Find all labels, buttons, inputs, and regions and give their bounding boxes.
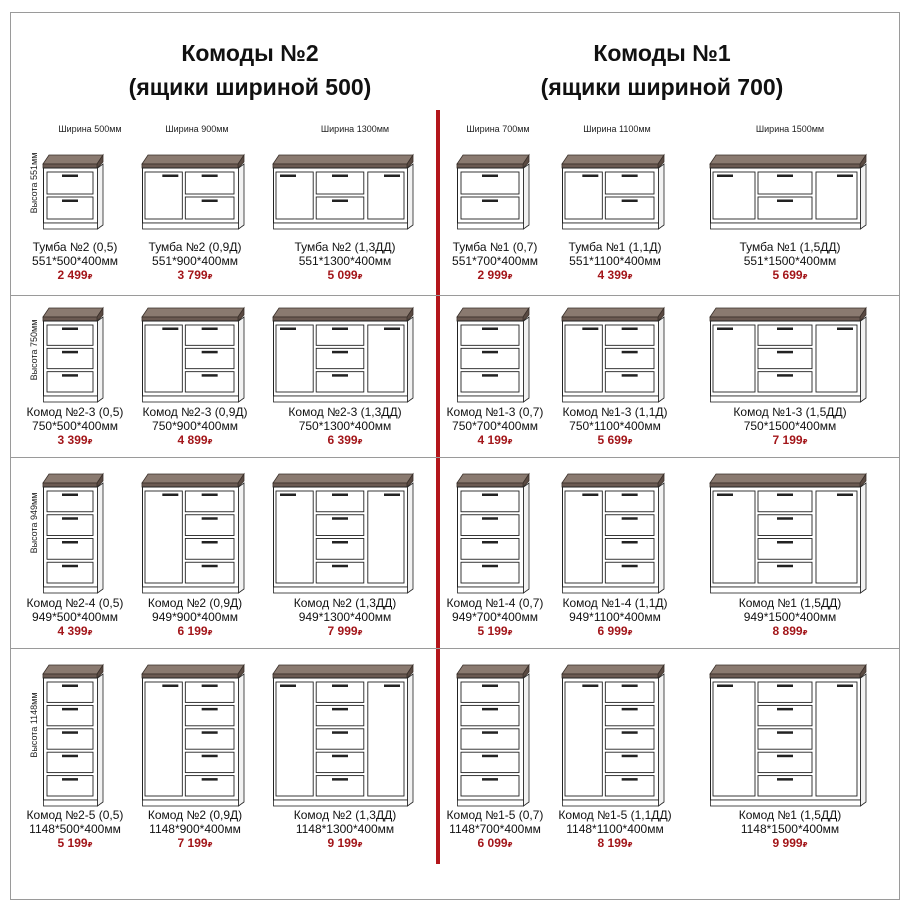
width-label: Ширина 900мм xyxy=(165,124,229,134)
price-value: 5 099 xyxy=(327,268,358,282)
product-name: Комод №1-4 (1,1Д) xyxy=(562,596,668,610)
product-dimensions: 949*1100*400мм xyxy=(569,610,661,624)
product-name: Комод №2-3 (1,3ДД) xyxy=(288,405,402,419)
product-name: Комод №2 (1,3ДД) xyxy=(293,808,397,822)
price-value: 5 699 xyxy=(772,268,803,282)
product-price xyxy=(540,268,690,285)
product-dimensions: 750*900*400мм xyxy=(152,419,238,433)
product-name: Комод №1-5 (1,1ДД) xyxy=(558,808,672,822)
row-divider xyxy=(11,295,899,296)
left-title-line1: Комоды №2 xyxy=(181,40,319,66)
product-price xyxy=(270,624,420,641)
product-dimensions: 551*900*400мм xyxy=(152,254,238,268)
width-label: Ширина 1100мм xyxy=(583,124,651,134)
product-name: Тумба №1 (0,7) xyxy=(452,240,538,254)
price-value: 4 399 xyxy=(57,624,88,638)
product-price xyxy=(540,624,690,641)
product-price xyxy=(120,433,270,450)
product-name: Тумба №2 (0,5) xyxy=(32,240,118,254)
product-dimensions: 1148*1500*400мм xyxy=(740,822,840,836)
product-dimensions: 1148*900*400мм xyxy=(149,822,241,836)
product-price xyxy=(540,836,690,853)
currency-symbol: ₽ xyxy=(507,439,513,446)
currency-symbol: ₽ xyxy=(627,630,633,637)
currency-symbol: ₽ xyxy=(357,274,363,281)
width-label: Ширина 500мм xyxy=(58,124,122,134)
product-price xyxy=(715,624,865,641)
furniture-illustration xyxy=(562,663,668,808)
product-name: Комод №2-5 (0,5) xyxy=(26,808,124,822)
product-dimensions: 949*1300*400мм xyxy=(298,610,392,624)
product-card xyxy=(715,808,865,853)
furniture-illustration xyxy=(562,306,668,404)
product-dimensions: 750*500*400мм xyxy=(32,419,118,433)
currency-symbol: ₽ xyxy=(507,630,513,637)
product-card xyxy=(540,596,690,641)
product-card xyxy=(270,240,420,285)
product-price xyxy=(120,268,270,285)
price-value: 6 199 xyxy=(177,624,208,638)
product-price xyxy=(120,836,270,853)
right-title-line2: (ящики шириной 700) xyxy=(540,74,784,100)
height-label: Высота 1148мм xyxy=(29,692,39,758)
product-name: Тумба №2 (0,9Д) xyxy=(148,240,242,254)
product-name: Комод №1-4 (0,7) xyxy=(446,596,544,610)
currency-symbol: ₽ xyxy=(357,439,363,446)
price-value: 2 999 xyxy=(477,268,508,282)
currency-symbol: ₽ xyxy=(207,842,213,849)
currency-symbol: ₽ xyxy=(627,439,633,446)
currency-symbol: ₽ xyxy=(802,439,808,446)
product-price xyxy=(270,836,420,853)
product-name: Тумба №2 (1,3ДД) xyxy=(294,240,396,254)
product-card xyxy=(270,808,420,853)
price-value: 2 499 xyxy=(57,268,88,282)
product-price xyxy=(270,268,420,285)
product-dimensions: 551*1300*400мм xyxy=(298,254,392,268)
currency-symbol: ₽ xyxy=(507,274,513,281)
furniture-illustration xyxy=(273,306,417,404)
product-card xyxy=(120,405,270,450)
product-name: Комод №1 (1,5ДД) xyxy=(738,808,842,822)
currency-symbol: ₽ xyxy=(207,630,213,637)
currency-symbol: ₽ xyxy=(627,274,633,281)
price-value: 6 999 xyxy=(597,624,628,638)
price-value: 5 199 xyxy=(57,836,88,850)
width-label: Ширина 700мм xyxy=(466,124,530,134)
price-value: 9 999 xyxy=(772,836,803,850)
product-dimensions: 750*1300*400мм xyxy=(298,419,392,433)
product-card xyxy=(270,596,420,641)
product-dimensions: 1148*1300*400мм xyxy=(295,822,395,836)
product-name: Комод №1 (1,5ДД) xyxy=(738,596,842,610)
product-card xyxy=(120,240,270,285)
currency-symbol: ₽ xyxy=(87,439,93,446)
price-value: 7 199 xyxy=(772,433,803,447)
product-dimensions: 949*900*400мм xyxy=(152,610,238,624)
currency-symbol: ₽ xyxy=(627,842,633,849)
product-name: Комод №1-5 (0,7) xyxy=(446,808,544,822)
furniture-illustration xyxy=(710,306,870,404)
furniture-illustration xyxy=(43,306,107,404)
product-dimensions: 1148*700*400мм xyxy=(449,822,541,836)
price-value: 8 199 xyxy=(597,836,628,850)
product-card xyxy=(270,405,420,450)
product-name: Комод №2-4 (0,5) xyxy=(26,596,124,610)
product-name: Комод №2 (1,3ДД) xyxy=(293,596,397,610)
product-dimensions: 949*1500*400мм xyxy=(743,610,837,624)
furniture-illustration xyxy=(710,663,870,808)
price-value: 9 199 xyxy=(327,836,358,850)
height-label: Высота 949мм xyxy=(29,492,39,554)
price-value: 5 699 xyxy=(597,433,628,447)
currency-symbol: ₽ xyxy=(87,630,93,637)
currency-symbol: ₽ xyxy=(357,842,363,849)
furniture-illustration xyxy=(43,472,107,595)
product-name: Тумба №1 (1,5ДД) xyxy=(739,240,841,254)
left-title-line2: (ящики шириной 500) xyxy=(128,74,372,100)
product-card xyxy=(540,808,690,853)
product-card xyxy=(120,596,270,641)
product-name: Комод №2-3 (0,9Д) xyxy=(142,405,248,419)
right-title xyxy=(452,36,872,104)
furniture-illustration xyxy=(142,472,248,595)
price-value: 4 899 xyxy=(177,433,208,447)
furniture-illustration xyxy=(43,153,107,231)
furniture-illustration xyxy=(457,472,533,595)
price-value: 8 899 xyxy=(772,624,803,638)
furniture-illustration xyxy=(457,153,533,231)
furniture-illustration xyxy=(43,663,107,808)
section-divider xyxy=(436,110,440,864)
price-value: 4 199 xyxy=(477,433,508,447)
furniture-illustration xyxy=(457,663,533,808)
product-name: Комод №2-3 (0,5) xyxy=(26,405,124,419)
furniture-illustration xyxy=(710,472,870,595)
currency-symbol: ₽ xyxy=(507,842,513,849)
product-price xyxy=(715,268,865,285)
product-card xyxy=(715,240,865,285)
product-price xyxy=(715,836,865,853)
furniture-illustration xyxy=(457,306,533,404)
row-divider xyxy=(11,648,899,649)
height-label: Высота 750мм xyxy=(29,319,39,381)
price-value: 7 199 xyxy=(177,836,208,850)
price-value: 3 799 xyxy=(177,268,208,282)
product-card xyxy=(715,405,865,450)
product-card xyxy=(540,405,690,450)
left-title xyxy=(40,36,460,104)
furniture-illustration xyxy=(142,306,248,404)
currency-symbol: ₽ xyxy=(87,842,93,849)
product-name: Тумба №1 (1,1Д) xyxy=(568,240,662,254)
price-value: 5 199 xyxy=(477,624,508,638)
product-price xyxy=(540,433,690,450)
product-dimensions: 750*1100*400мм xyxy=(569,419,661,433)
currency-symbol: ₽ xyxy=(802,630,808,637)
price-value: 6 399 xyxy=(327,433,358,447)
width-label: Ширина 1300мм xyxy=(320,124,390,134)
product-card xyxy=(540,240,690,285)
currency-symbol: ₽ xyxy=(207,274,213,281)
product-dimensions: 551*1100*400мм xyxy=(569,254,661,268)
price-value: 6 099 xyxy=(477,836,508,850)
product-dimensions: 551*700*400мм xyxy=(452,254,538,268)
furniture-illustration xyxy=(273,663,417,808)
product-dimensions: 1148*1100*400мм xyxy=(566,822,664,836)
product-dimensions: 551*1500*400мм xyxy=(743,254,837,268)
product-name: Комод №2 (0,9Д) xyxy=(147,596,243,610)
currency-symbol: ₽ xyxy=(87,274,93,281)
furniture-illustration xyxy=(710,153,870,231)
product-dimensions: 750*700*400мм xyxy=(452,419,538,433)
product-price xyxy=(120,624,270,641)
height-label: Высота 551мм xyxy=(29,152,39,214)
product-price xyxy=(715,433,865,450)
furniture-illustration xyxy=(273,472,417,595)
product-dimensions: 551*500*400мм xyxy=(32,254,118,268)
furniture-illustration xyxy=(273,153,417,231)
product-card xyxy=(120,808,270,853)
product-dimensions: 949*700*400мм xyxy=(452,610,538,624)
price-value: 4 399 xyxy=(597,268,628,282)
furniture-illustration xyxy=(562,472,668,595)
price-value: 7 999 xyxy=(327,624,358,638)
width-label: Ширина 1500мм xyxy=(755,124,825,134)
furniture-illustration xyxy=(142,153,248,231)
product-name: Комод №1-3 (0,7) xyxy=(446,405,544,419)
product-name: Комод №1-3 (1,5ДД) xyxy=(733,405,847,419)
product-dimensions: 1148*500*400мм xyxy=(29,822,121,836)
price-value: 3 399 xyxy=(57,433,88,447)
row-divider xyxy=(11,457,899,458)
currency-symbol: ₽ xyxy=(802,274,808,281)
furniture-illustration xyxy=(142,663,248,808)
product-dimensions: 949*500*400мм xyxy=(32,610,118,624)
product-dimensions: 750*1500*400мм xyxy=(743,419,837,433)
currency-symbol: ₽ xyxy=(207,439,213,446)
currency-symbol: ₽ xyxy=(357,630,363,637)
product-name: Комод №2 (0,9Д) xyxy=(147,808,243,822)
product-price xyxy=(270,433,420,450)
product-name: Комод №1-3 (1,1Д) xyxy=(562,405,668,419)
furniture-illustration xyxy=(562,153,668,231)
product-card xyxy=(715,596,865,641)
right-title-line1: Комоды №1 xyxy=(593,40,731,66)
currency-symbol: ₽ xyxy=(802,842,808,849)
